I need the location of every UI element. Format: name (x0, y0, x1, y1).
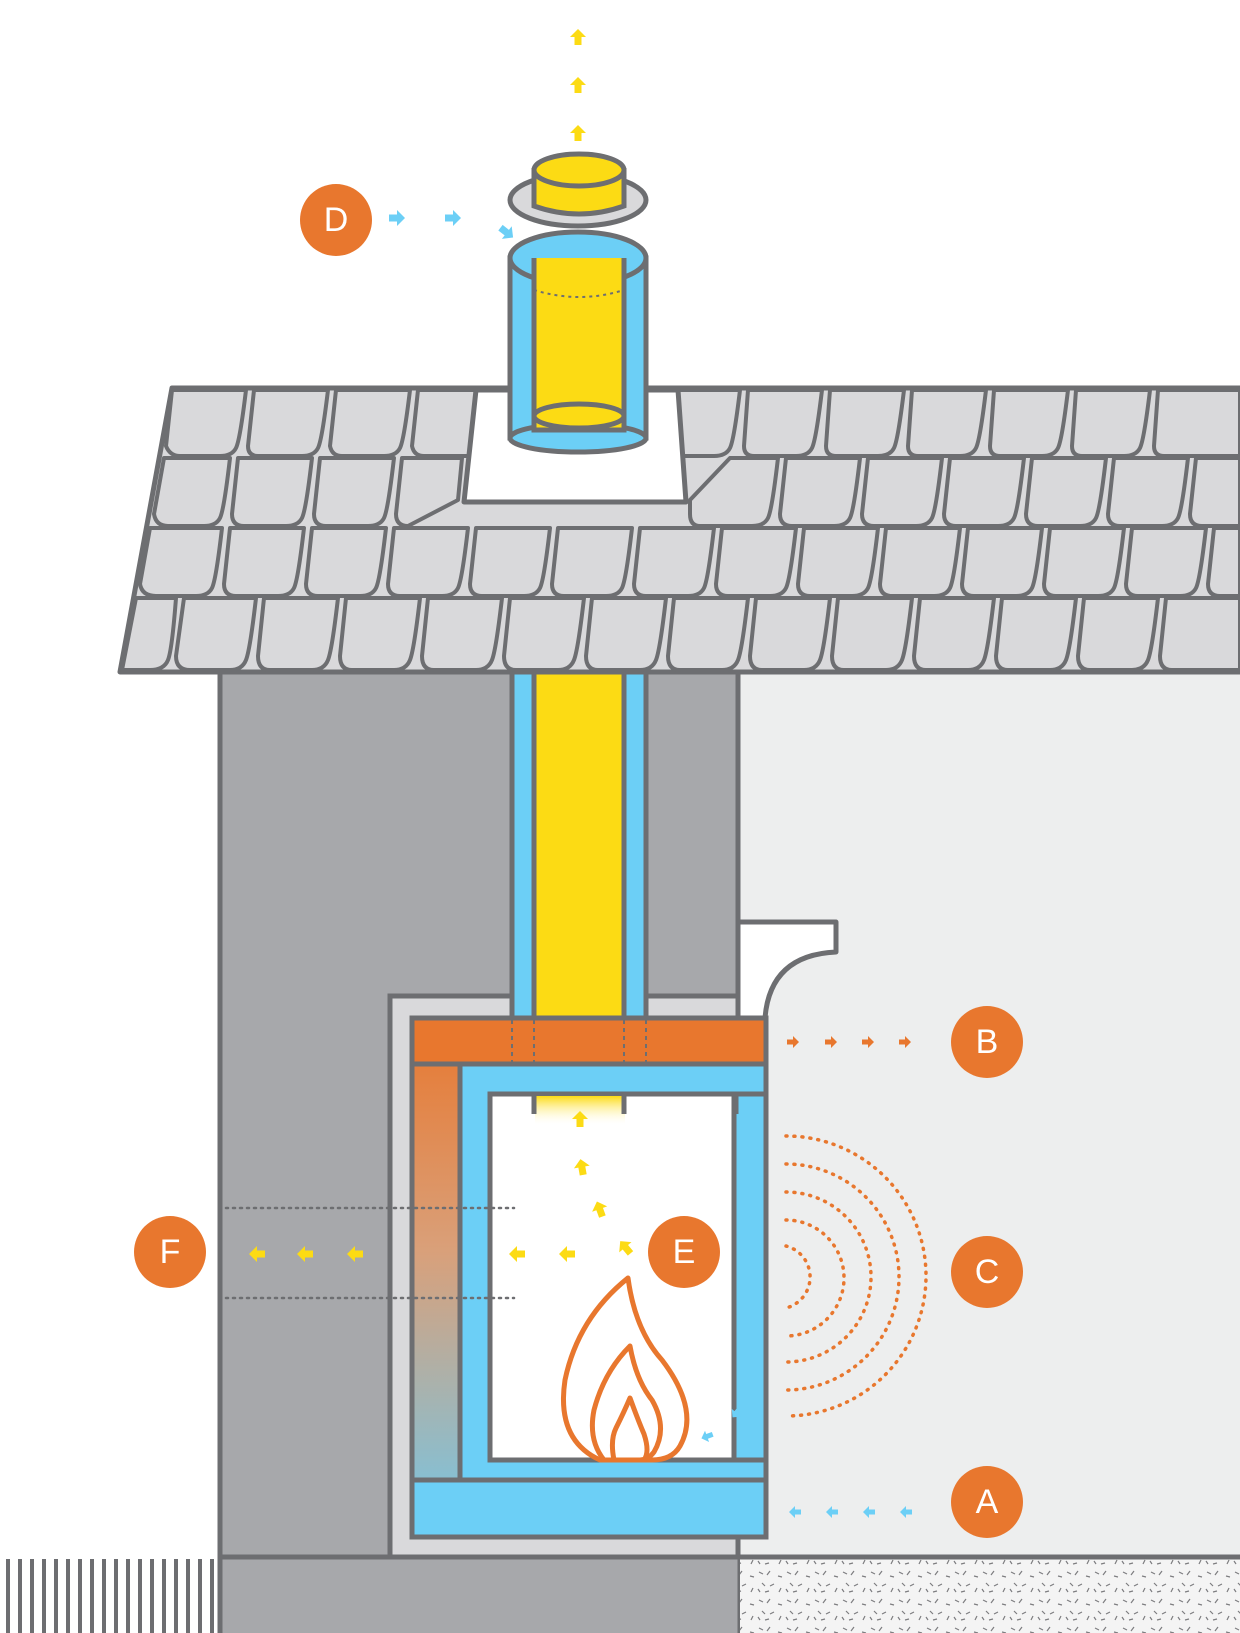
exhaust-arrows-top (570, 29, 586, 141)
label-f (134, 1216, 206, 1288)
roof (120, 388, 1240, 672)
svg-text:A: A (975, 1483, 999, 1521)
ground-hatch (8, 1559, 212, 1633)
label-b (951, 1006, 1023, 1078)
label-c (951, 1236, 1023, 1308)
svg-text:E: E (672, 1233, 696, 1271)
foundation (8, 1557, 1240, 1633)
label-d (300, 184, 372, 256)
vent-termination-cap (510, 154, 646, 452)
svg-text:F: F (159, 1233, 181, 1271)
intake-arrows-roof (389, 210, 518, 244)
interior-wall (738, 660, 1240, 1557)
svg-text:C: C (974, 1253, 1000, 1291)
label-e (648, 1216, 720, 1288)
svg-text:B: B (975, 1023, 999, 1061)
svg-text:D: D (323, 201, 349, 239)
label-a (951, 1466, 1023, 1538)
